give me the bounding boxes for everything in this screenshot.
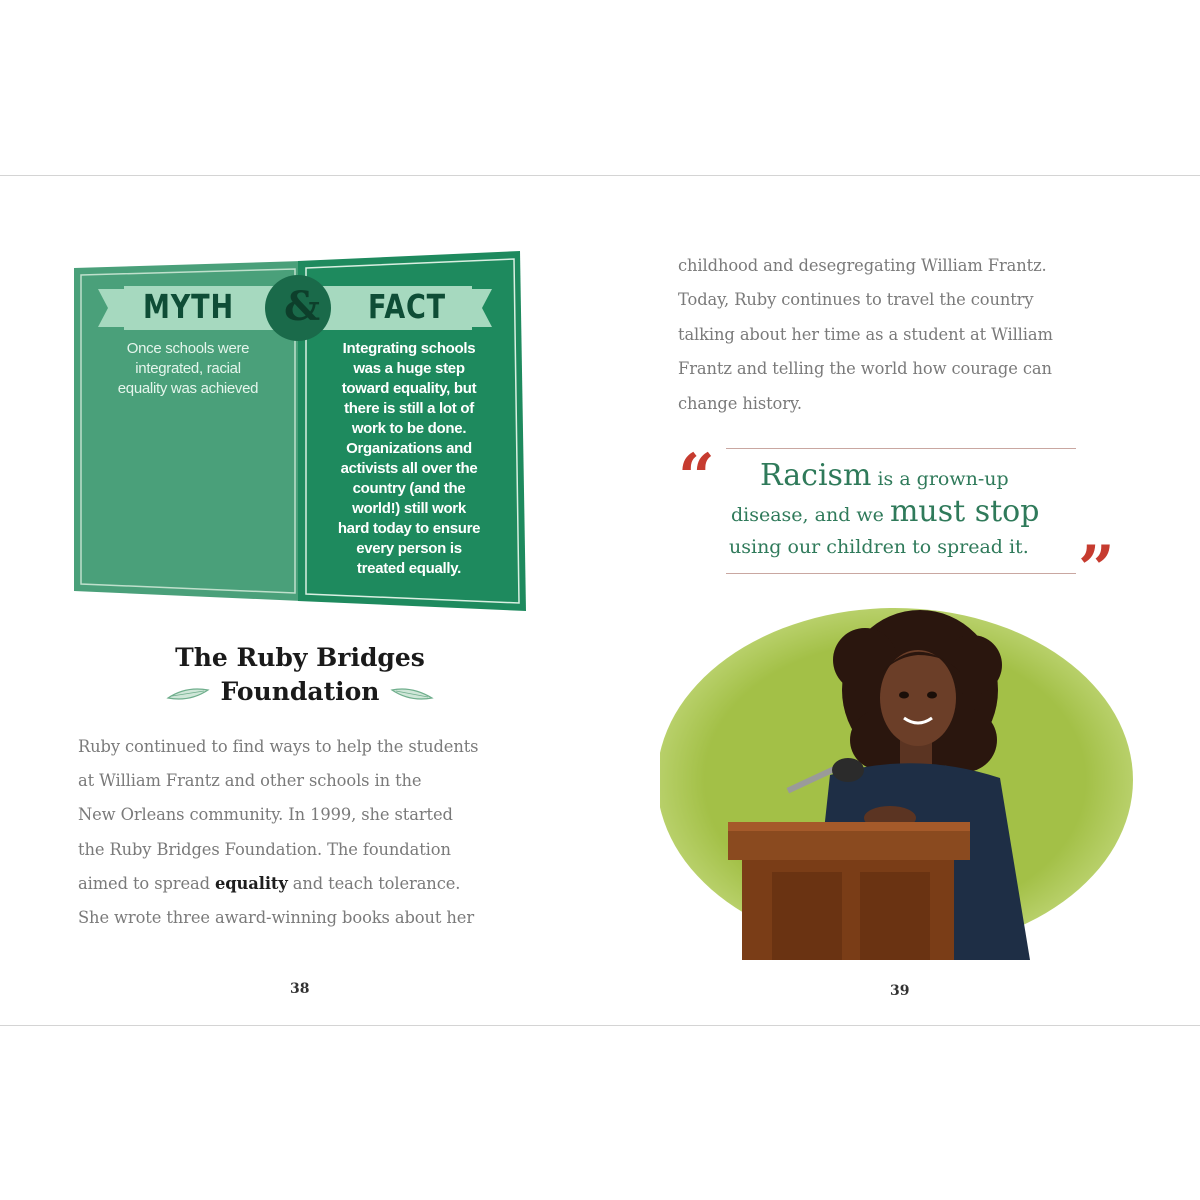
body-line: Today, Ruby continues to travel the country (678, 290, 1034, 309)
quote-line-2: disease, and we must stop (731, 494, 1040, 529)
myth-text: Once schools were integrated, racial equality was achieved (117, 340, 259, 397)
body-line: change history. (678, 394, 802, 413)
close-quote-mark: ” (1078, 532, 1115, 607)
page-number-right: 39 (890, 983, 910, 999)
fact-text: Integrating schools was a huge step toward equality, but there is still a lot of work to be done. Organizations and activists all over the country (and the world!) still work hard today to ensure every person is treated equally. (337, 340, 481, 577)
section-heading-line1: The Ruby Bridges (175, 643, 425, 672)
section-heading-line2: Foundation (220, 677, 380, 706)
body-line: aimed to spread equality and teach tolerance. (78, 874, 461, 893)
body-line: She wrote three award-winning books about her (78, 908, 475, 927)
body-line: the Ruby Bridges Foundation. The foundation (78, 840, 451, 859)
leaf-ornament-left-icon (166, 684, 210, 704)
quote-line-3: using our children to spread it. (729, 536, 1029, 558)
bold-term-equality: equality (215, 874, 288, 893)
body-line: talking about her time as a student at William (678, 325, 1053, 344)
body-line: Frantz and telling the world how courage can (678, 359, 1052, 378)
ampersand: & (284, 283, 321, 330)
fact-label: FACT (368, 287, 446, 326)
open-quote-mark: “ (678, 440, 715, 515)
body-line: New Orleans community. In 1999, she started (78, 805, 453, 824)
page-number-left: 38 (290, 981, 310, 997)
ruby-bridges-illustration (660, 600, 1160, 960)
myth-label: MYTH (143, 287, 234, 326)
quote-rule-bottom (726, 573, 1076, 574)
quote-line-1: Racism is a grown-up (760, 458, 1009, 493)
body-line: Ruby continued to find ways to help the students (78, 737, 479, 756)
leaf-ornament-right-icon (390, 684, 434, 704)
body-line: at William Frantz and other schools in the (78, 771, 422, 790)
quote-rule-top (726, 448, 1076, 449)
body-line: childhood and desegregating William Frantz. (678, 256, 1047, 275)
